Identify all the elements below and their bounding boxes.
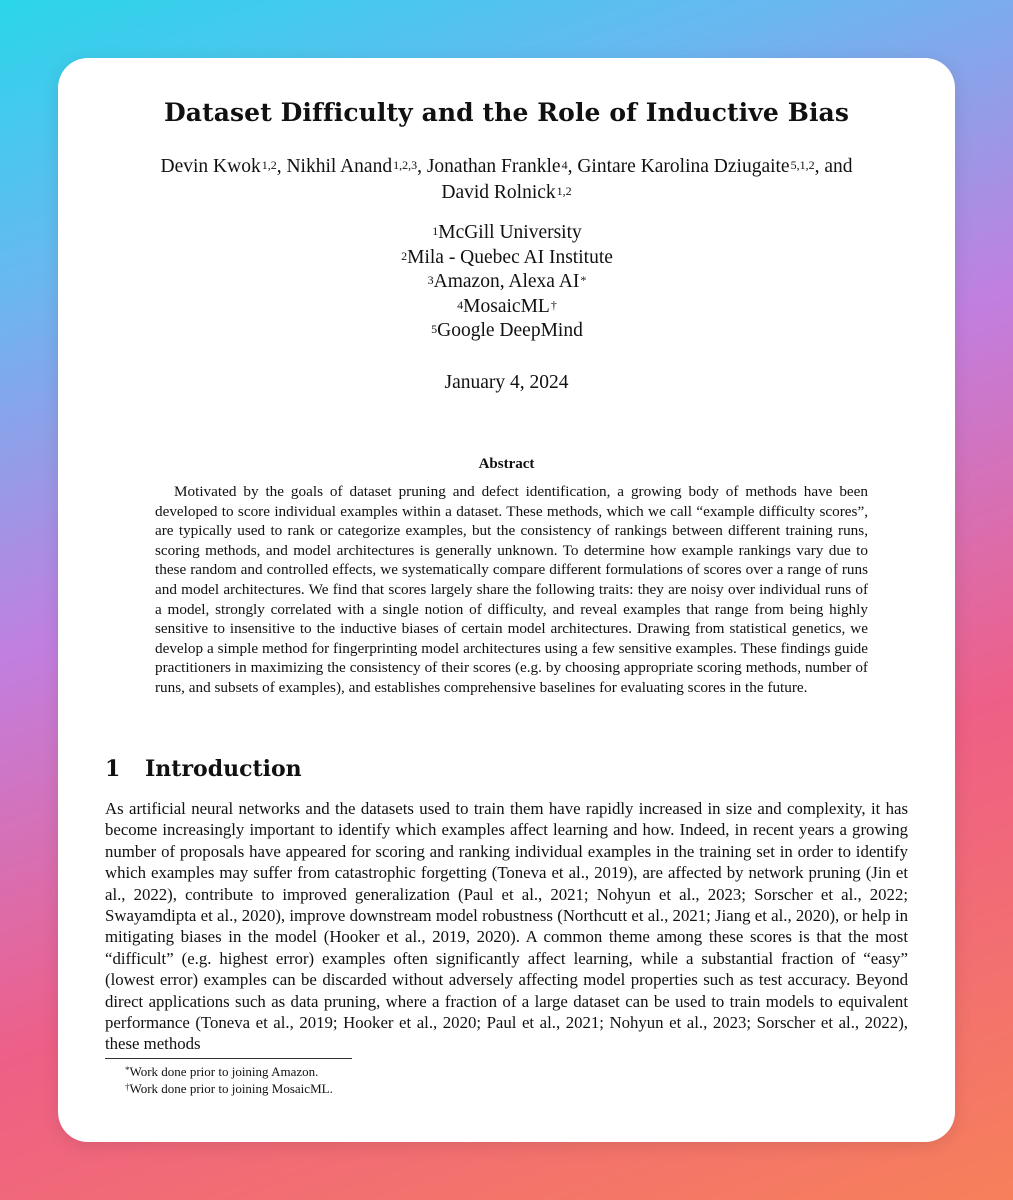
author-list [105, 154, 908, 206]
affiliation: $^4$MosaicML† [457, 295, 557, 317]
section-heading [105, 756, 908, 782]
introduction-text: As artificial neural networks and the datasets used to train them have rapidly increased in size and complexity, it has become increasingly important to identify which examples affect learning and how. Indeed, in recent years a growing number of proposals have appeared for scoring and ranking individual examples in the training set in order to identify which examples may suffer from catastrophic forgetting (Toneva et al., 2019), are affected by network pruning (Jin et al., 2022), contribute to improved generalization (Paul et al., 2021; Nohyun et al., 2023; Sorscher et al., 2022; Swayamdipta et al., 2020), improve downstream model robustness (Northcutt et al., 2021; Jiang et al., 2020), or help in mitigating biases in the model (Hooker et al., 2019, 2020). A common theme among these scores is that the most “difficult” (e.g. highest error) examples often significantly affect learning, while a substantial fraction of “easy” (lowest error) examples can be discarded without adversely affecting model properties such as test accuracy. Beyond direct applications such as data pruning, where a fraction of a large dataset can be used to train models to equivalent performance (Toneva et al., 2019; Hooker et al., 2020; Paul et al., 2021; Nohyun et al., 2023; Sorscher et al., 2022), these methods [105, 799, 908, 1054]
affiliation: $^2$Mila - Quebec AI Institute [401, 246, 613, 268]
paper-date: January 4, 2024 [444, 372, 569, 393]
abstract-heading: Abstract [478, 456, 535, 472]
author: David Rolnick$^{1,2}$ [441, 182, 572, 203]
affiliation: $^1$McGill University [432, 222, 582, 243]
abstract-text: Motivated by the goals of dataset pruning and defect identification, a growing body of methods have been developed to score individual examples within a dataset. These methods, which we call “example difficulty scores”, are typically used to rank or categorize examples, but the consistency of rankings between different training runs, scoring methods, and model architectures is generally unknown. To determine how example rankings vary due to these random and controlled effects, we systematically compare different formulations of scores over a range of runs and model architectures. We find that scores largely share the following traits: they are noisy over individual runs of a model, strongly correlated with a single notion of difficulty, and reveal examples that range from being highly sensitive to insensitive to the inductive biases of certain model architectures. Drawing from statistical genetics, we develop a simple method for fingerprinting model architectures using a few sensitive examples. These findings guide practitioners in maximizing the consistency of their scores (e.g. by choosing appropriate scoring methods, number of runs, and subsets of examples), and establishes comprehensive baselines for evaluating scores in the future. [155, 483, 868, 696]
paper-page [58, 58, 955, 1142]
affiliation: $^5$Google DeepMind [431, 320, 583, 341]
author: Devin Kwok$^{1,2}$, [160, 156, 287, 177]
affiliation: $^3$Amazon, Alexa AI* [427, 271, 587, 292]
footnotes [124, 1063, 927, 1097]
paper-title: Dataset Difficulty and the Role of Inductive Bias [163, 98, 850, 127]
author: Nikhil Anand$^{1,2,3}$, [286, 156, 427, 177]
author: Jonathan Frankle$^4$, [426, 156, 578, 177]
section-number: 1 [105, 756, 121, 782]
footnote-rule [105, 1058, 352, 1059]
footnote: †Work done prior to joining MosaicML. [125, 1081, 333, 1096]
footnote: *Work done prior to joining Amazon. [125, 1064, 319, 1079]
author: Gintare Karolina Dziugaite$^{5,1,2}$, and [577, 156, 853, 177]
section-title: Introduction [145, 756, 302, 782]
affiliation-list [105, 221, 908, 344]
